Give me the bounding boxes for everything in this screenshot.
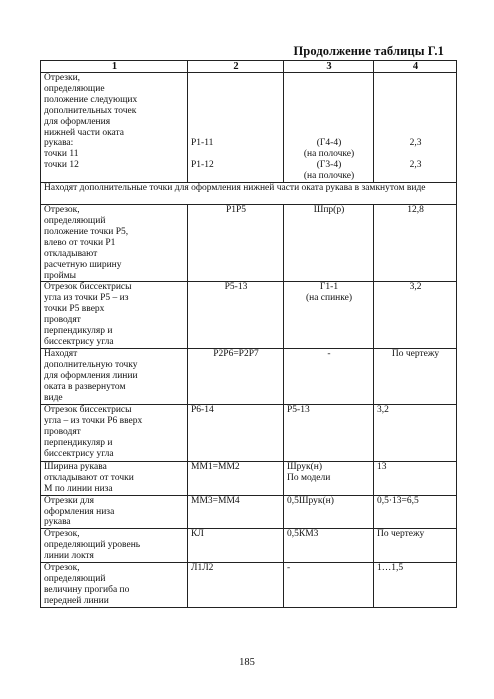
cell-formula: Шпр(р) — [284, 205, 374, 282]
cell-description: Отрезки, определяющие положение следующих дополнительных точек для оформления нижней части оката рукава: точки 11 точки 12 — [41, 73, 188, 183]
table-row — [41, 495, 457, 529]
table-row — [41, 529, 457, 563]
cell-value: 2,3 2,3 — [374, 73, 457, 183]
data-table — [40, 60, 457, 608]
cell-value: 0,5·13=6,5 — [374, 495, 457, 529]
cell-designation: КЛ — [188, 529, 284, 563]
cell-value: 12,8 — [374, 205, 457, 282]
cell-designation: Р6-14 — [188, 404, 284, 461]
cell-value: 3,2 — [374, 404, 457, 461]
table-row — [41, 349, 457, 405]
table-row — [41, 183, 457, 205]
cell-designation: Л1Л2 — [188, 563, 284, 608]
cell-designation: Р2Р6=Р2Р7 — [188, 349, 284, 405]
cell-value: 1…1,5 — [374, 563, 457, 608]
header-cell: 2 — [188, 61, 284, 73]
cell-formula: 0,5КМ3 — [284, 529, 374, 563]
cell-description: Ширина рукава откладывают от точки М по линии низа — [41, 461, 188, 495]
header-cell: 1 — [41, 61, 188, 73]
cell-description: Отрезок, определяющий положение точки Р5, влево от точки Р1 откладывают расчетную ширину проймы — [41, 205, 188, 282]
cell-designation: Р1-11 Р1-12 — [188, 73, 284, 183]
cell-value: 3,2 — [374, 282, 457, 349]
table-row — [41, 205, 457, 282]
cell-value: 13 — [374, 461, 457, 495]
header-cell: 3 — [284, 61, 374, 73]
cell-description: Отрезок биссектрисы угла из точки Р5 – из точки Р5 вверх проводят перпендикуляр и биссектрису угла — [41, 282, 188, 349]
cell-description: Отрезок биссектрисы угла – из точки Р6 вверх проводят перпендикуляр и биссектрису угла — [41, 404, 188, 461]
cell-designation: ММ3=ММ4 — [188, 495, 284, 529]
cell-section-note: Находят дополнительные точки для оформления нижней части оката рукава в замкнутом виде — [41, 183, 457, 205]
cell-formula: (Г4-4) (на полочке) (Г3-4) (на полочке) — [284, 73, 374, 183]
cell-formula: 0,5Шрук(н) — [284, 495, 374, 529]
cell-designation: Р5-13 — [188, 282, 284, 349]
table-row — [41, 73, 457, 183]
table-row — [41, 404, 457, 461]
header-cell: 4 — [374, 61, 457, 73]
cell-formula: Шрук(н) По модели — [284, 461, 374, 495]
cell-formula: - — [284, 349, 374, 405]
table-row — [41, 461, 457, 495]
cell-description: Находят дополнительную точку для оформления линии оката в развернутом виде — [41, 349, 188, 405]
cell-description: Отрезок, определяющий уровень линии локтя — [41, 529, 188, 563]
cell-formula: - — [284, 563, 374, 608]
page-number: 185 — [239, 657, 255, 668]
cell-value: По чертежу — [374, 349, 457, 405]
cell-designation: Р1Р5 — [188, 205, 284, 282]
cell-value: По чертежу — [374, 529, 457, 563]
cell-description: Отрезки для оформления низа рукава — [41, 495, 188, 529]
table-caption: Продолжение таблицы Г.1 — [293, 44, 444, 58]
table-row — [41, 563, 457, 608]
cell-description: Отрезок, определяющий величину прогиба по передней линии — [41, 563, 188, 608]
header-row — [41, 61, 457, 73]
table-row — [41, 282, 457, 349]
cell-formula: Г1-1 (на спинке) — [284, 282, 374, 349]
cell-designation: ММ1=ММ2 — [188, 461, 284, 495]
cell-formula: Р5-13 — [284, 404, 374, 461]
